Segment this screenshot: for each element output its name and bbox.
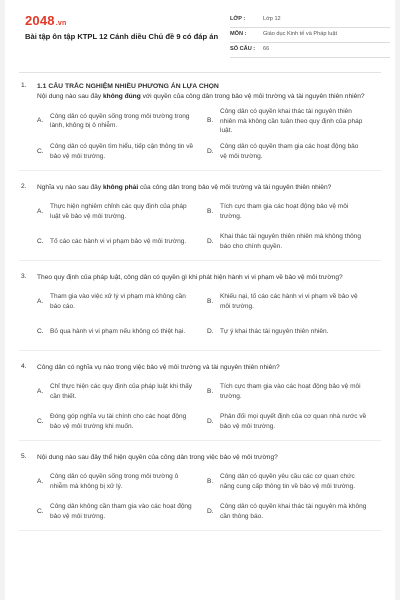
answer-letter: A. — [37, 297, 44, 305]
meta-row-grade — [230, 13, 390, 28]
answer-option[interactable] — [37, 378, 207, 406]
answer-text: Công dân có quyền sống trong môi trường ô nhiễm mà không bị xử lý. — [50, 473, 179, 490]
question-number: 2. — [21, 182, 27, 190]
question-body — [37, 269, 377, 348]
answer-letter: C. — [37, 507, 44, 515]
answer-letter: A. — [37, 477, 44, 485]
answer-text: Tự ý khai thác tài nguyên thiên nhiên. — [220, 327, 329, 335]
answer-letter: C. — [37, 417, 44, 425]
question-3 — [5, 269, 395, 351]
meta-row-count — [230, 43, 390, 58]
answer-text: Khiếu nại, tố cáo các hành vi vi phạm về bảo vệ môi trường. — [220, 293, 358, 310]
answer-letter: C. — [37, 147, 44, 155]
answer-option[interactable] — [37, 228, 207, 256]
answer-letter: D. — [207, 507, 214, 515]
answer-letter: A. — [37, 387, 44, 395]
answer-option[interactable] — [207, 468, 377, 496]
answer-option[interactable] — [37, 498, 207, 526]
answer-text: Tố cáo các hành vi vi phạm bảo vệ môi trường. — [50, 237, 187, 245]
answer-option[interactable] — [207, 498, 377, 526]
answer-text: Bỏ qua hành vi vi phạm nếu không có thiệt hại. — [50, 327, 186, 335]
meta-value: 66 — [263, 46, 270, 52]
answer-letter: C. — [37, 327, 44, 335]
question-text-pre: Nội dung nào sau đây thể hiện quyền của công dân trong việc bảo vệ môi trường? — [37, 453, 278, 461]
question-divider — [19, 260, 381, 261]
document-page — [5, 0, 395, 600]
header-divider — [19, 72, 381, 73]
question-number: 4. — [21, 362, 27, 370]
answer-text: Công dân có quyền tham gia các hoạt động bảo vệ môi trường. — [220, 143, 359, 160]
answer-option[interactable] — [207, 288, 377, 316]
answer-text: Công dân có quyền khai thác tài nguyên mà không cần thông báo. — [220, 503, 367, 520]
question-text — [37, 183, 377, 193]
answer-option[interactable] — [207, 318, 377, 346]
answer-options — [37, 378, 377, 438]
question-text-pre: Công dân có nghĩa vụ nào trong việc bảo vệ môi trường và tài nguyên thiên nhiên? — [37, 363, 280, 371]
question-number: 5. — [21, 452, 27, 460]
answer-option[interactable] — [207, 138, 377, 166]
answer-option[interactable] — [37, 408, 207, 436]
answer-text: Công dân có quyền yêu cầu các cơ quan chức năng cung cấp thông tin về bảo vệ môi trường. — [220, 473, 356, 490]
answer-option[interactable] — [37, 198, 207, 226]
question-text-pre: Theo quy định của pháp luật, công dân có quyền gì khi phát hiện hành vi vi phạm về bảo vệ môi trường? — [37, 273, 343, 281]
answer-options — [37, 288, 377, 348]
answer-letter: B. — [207, 297, 214, 305]
section-title: 1.1 CÂU TRẮC NGHIỆM NHIỀU PHƯƠNG ÁN LỰA CHỌN — [37, 83, 219, 90]
question-number: 1. — [21, 82, 27, 89]
answer-text: Tham gia vào việc xử lý vi phạm mà không cần báo cáo. — [50, 293, 186, 310]
document-header — [5, 0, 395, 68]
answer-text: Tích cực tham gia vào các hoạt động bảo vệ môi trường. — [220, 383, 361, 400]
question-body — [37, 78, 377, 168]
answer-letter: B. — [207, 207, 214, 215]
answer-text: Đóng góp nghĩa vụ tài chính cho các hoạt động bảo vệ môi trường khi muốn. — [50, 413, 187, 430]
question-divider — [19, 440, 381, 441]
meta-key: MÔN : — [230, 31, 247, 37]
answer-option[interactable] — [207, 378, 377, 406]
question-divider — [19, 350, 381, 351]
question-text-pre: Nghĩa vụ nào sau đây — [37, 183, 103, 191]
answer-letter: B. — [207, 477, 214, 485]
question-text — [37, 363, 377, 373]
question-text-bold: không phải — [102, 183, 139, 191]
answer-options — [37, 107, 377, 168]
question-divider — [19, 170, 381, 171]
answer-option[interactable] — [37, 318, 207, 346]
answer-option[interactable] — [207, 107, 377, 136]
answer-options — [37, 198, 377, 258]
answer-option[interactable] — [37, 107, 207, 136]
meta-key: SỐ CÂU : — [230, 46, 256, 52]
question-4 — [5, 359, 395, 441]
answer-option[interactable] — [207, 228, 377, 256]
meta-table — [230, 13, 390, 58]
answer-option[interactable] — [207, 198, 377, 226]
answer-text: Công dân có quyền sống trong môi trường trong lành, không bị ô nhiễm. — [50, 112, 190, 130]
answer-letter: D. — [207, 327, 214, 335]
answer-text: Tích cực tham gia các hoạt động bảo vệ môi trường. — [220, 203, 349, 220]
answer-letter: B. — [207, 117, 214, 125]
logo-suffix: .vn — [55, 20, 67, 27]
question-1 — [5, 78, 395, 171]
answer-letter: D. — [207, 147, 214, 155]
question-text-bold: không đúng — [103, 93, 141, 100]
question-5 — [5, 449, 395, 531]
question-body — [37, 179, 377, 258]
question-2 — [5, 179, 395, 261]
meta-value: Lớp 12 — [263, 16, 281, 22]
meta-key: LỚP : — [230, 16, 246, 22]
question-number: 3. — [21, 272, 27, 280]
meta-value: Giáo dục Kinh tế và Pháp luật — [263, 31, 338, 37]
question-body — [37, 449, 377, 528]
answer-option[interactable] — [37, 468, 207, 496]
question-text — [37, 453, 377, 463]
answer-option[interactable] — [37, 288, 207, 316]
answer-text: Công dân có quyền khai thác tài nguyên thiên nhiên mà không cần tuân theo quy định của pháp luật. — [220, 108, 363, 135]
question-text-pre: Nội dung nào sau đây — [37, 93, 103, 100]
answer-option[interactable] — [37, 138, 207, 166]
answer-text: Công dân có quyền tìm hiểu, tiếp cận thông tin về bảo vệ môi trường. — [50, 143, 194, 160]
question-text-post: với quyền của công dân trong bảo vệ môi trường và tài nguyên thiên nhiên? — [140, 93, 365, 100]
answer-option[interactable] — [207, 408, 377, 436]
site-logo[interactable] — [25, 13, 66, 28]
answer-letter: D. — [207, 237, 214, 245]
answer-options — [37, 468, 377, 528]
question-text-post: của công dân trong bảo vệ môi trường và tài nguyên thiên nhiên? — [138, 183, 332, 191]
answer-letter: B. — [207, 387, 214, 395]
answer-text: Chỉ thực hiện các quy định của pháp luật khi thấy cần thiết. — [50, 383, 193, 400]
answer-text: Phản đối mọi quyết định của cơ quan nhà nước về bảo vệ môi trường. — [220, 413, 367, 430]
answer-letter: C. — [37, 237, 44, 245]
question-list — [5, 78, 395, 539]
answer-letter: D. — [207, 417, 214, 425]
question-text — [37, 92, 377, 102]
answer-text: Thực hiện nghiêm chỉnh các quy định của pháp luật về bảo vệ môi trường. — [50, 203, 187, 220]
answer-letter: A. — [37, 207, 44, 215]
logo-text: 2048 — [25, 13, 55, 28]
answer-text: Khai thác tài nguyên thiên nhiên mà không thông báo cho chính quyền. — [220, 233, 361, 250]
question-body — [37, 359, 377, 438]
question-divider — [19, 530, 381, 531]
answer-letter: A. — [37, 117, 44, 125]
answer-text: Công dân không cần tham gia vào các hoạt động bảo vệ môi trường. — [50, 503, 192, 520]
question-text — [37, 273, 377, 283]
document-title: Bài tập ôn tập KTPL 12 Cánh diều Chủ đề 9 có đáp án — [25, 32, 219, 41]
meta-row-subject — [230, 28, 390, 43]
